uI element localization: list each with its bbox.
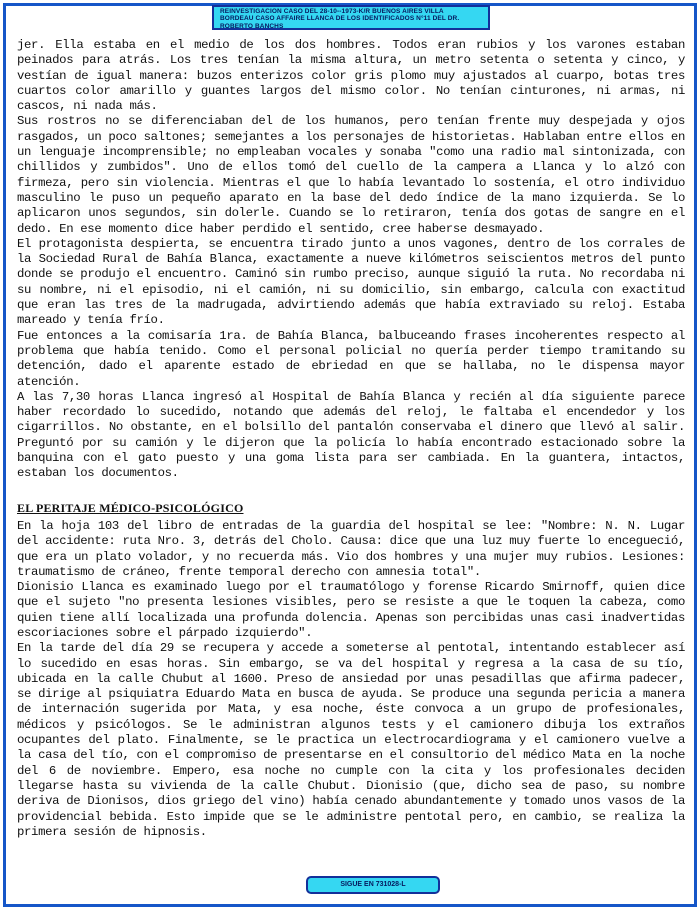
section-spacer — [17, 482, 685, 497]
paragraph-hoja-103: En la hoja 103 del libro de entradas de la guardia del hospital se lee: "Nombre: N. N. Lugar del accidente: ruta Nro. 3, detrás del Cholo. Causa: dice que una luz muy fuerte lo encegueció, que era un plato volador, y no recuerda más. Vio dos hombres y una mujer muy rubios. Lesiones: traumatismo de cráneo, frente temporal derecho con amnesia total". — [17, 518, 685, 579]
header-line-3: ROBERTO BANCHS — [220, 22, 284, 30]
case-header-label — [212, 5, 490, 30]
paragraph-hospital: A las 7,30 horas Llanca ingresó al Hospital de Bahía Blanca y recién al día siguiente parece haber recordado lo sucedido, notando que además del reloj, le faltaba el encendedor y los cigarrillos. No obstante, en el bolsillo del pantalón conservaba el dinero que llevó al salir. Preguntó por su camión y le dijeron que la policía lo había encontrado estacionado sobre la banquina con el gato puesto y una goma lista para ser cambiada. En la guantera, intactos, estaban los documentos. — [17, 389, 685, 481]
paragraph-rostros: Sus rostros no se diferenciaban del de los humanos, pero tenían frente muy despejada y ojos rasgados, un poco saltones; semejantes a los personajes de historietas. Hablaban entre ellos en un lenguaje incomprensible; no empleaban vocales y sonaba "como una radio mal sintonizada, con chillidos y zumbidos". Uno de ellos tomó del cuello de la campera a Llanca y lo alzó con firmeza, pero sin violencia. Mientras el que lo había levantado lo sostenía, el otro individuo masculino le puso un pequeño aparato en la base del dedo índice de la mano izquierda. Se lo aplicaron unos segundos, sin dolerle. Cuando se lo retiraron, tenía dos gotas de sangre en el dedo. En ese momento dice haber perdido el sentido, cree haberse desmayado. — [17, 114, 685, 236]
header-line-1: REINVESTIGACION CASO DEL 28-10--1973-K/R BUENOS AIRES VILLA — [220, 8, 444, 15]
paragraph-comisaria: Fue entonces a la comisaría 1ra. de Bahía Blanca, balbuceando frases incoherentes respecto al problema que había tenido. Como el personal policial no quería perder tiempo tramitando su detención, dado el aparente estado de ebriedad en que se hallaba, no le dispensa mayor atención. — [17, 328, 685, 389]
section-title: EL PERITAJE MÉDICO-PSICOLÓGICO — [17, 500, 244, 515]
continued-in-label: SIGUE EN 731028-L — [306, 876, 440, 894]
document-body — [17, 38, 685, 840]
header-line-2: BORDEAU CASO AFFAIRE LLANCA DE LOS IDENTIFICADOS N°11 DEL DR. — [220, 15, 460, 23]
paragraph-smirnoff: Dionisio Llanca es examinado luego por el traumatólogo y forense Ricardo Smirnoff, quien dice que el sujeto "no presenta lesiones visibles, pero se resiste a que le toquen la cabeza, como quien tiene allí localizada una profunda dolencia. Apenas son percibidas unas casi inadvertidas escoriaciones sobre el párpado izquierdo". — [17, 580, 685, 640]
paragraph-despierta: El protagonista despierta, se encuentra tirado junto a unos vagones, dentro de los corrales de la Sociedad Rural de Bahía Blanca, exactamente a nueve kilómetros seiscientos metros del punto donde se produjo el encuentro. Caminó sin rumbo preciso, aunque siguió la ruta. No recordaba ni su nombre, ni el episodio, ni el camión, ni su domicilio, sin embargo, calcula con exactitud que eran las tres de la madrugada, advirtiendo además que había extraviado su reloj. Estaba mareado y tenía frío. — [17, 236, 685, 328]
paragraph-pentotal: En la tarde del día 29 se recupera y accede a someterse al pentotal, intentando establecer así lo sucedido en esas horas. Sin embargo, se va del hospital y regresa a la casa de su tío, ubicada en la calle Chubut al 1600. Preso de ansiedad por unas pesadillas que afirma padecer, se dirige al psiquiatra Eduardo Mata en busca de ayuda. Se produce una segunda pericia a manera de internación sugerida por Mata, y esa noche, éste convoca a un grupo de profesionales, médicos y psicólogos. Se le administran algunos tests y el camionero dibuja los extraños ocupantes del plato. Finalmente, se le practica un electrocardiograma y el camionero vuelve a la casa del tío, con el compromiso de presentarse en el consultorio del médico Mata en la noche del 6 de noviembre. Empero, esa noche no cumple con la cita y los profesionales deciden llegarse hasta su vivienda de la calle Chubut. Dionisio (que, dicho sea de paso, su nombre deriva de Dionisos, dios griego del vino) había cenado abundantemente y tomado unos vasos de la providencial bebida. Esto impide que se le administre pentotal pero, en cambio, se realiza la primera sesión de hipnosis. — [17, 641, 685, 839]
paragraph-continuation: jer. Ella estaba en el medio de los dos hombres. Todos eran rubios y los varones estaban peinados para atrás. Los tres tenían la misma altura, un metro setenta o setenta y cinco, y vestían de igual manera: buzos enterizos color gris plomo muy ajustados al cuarpo, botas tres cuartos color amarillo y guantes largos del mismo color. No tenían cinturones, ni armas, ni cascos, ni nada más. — [17, 38, 685, 114]
